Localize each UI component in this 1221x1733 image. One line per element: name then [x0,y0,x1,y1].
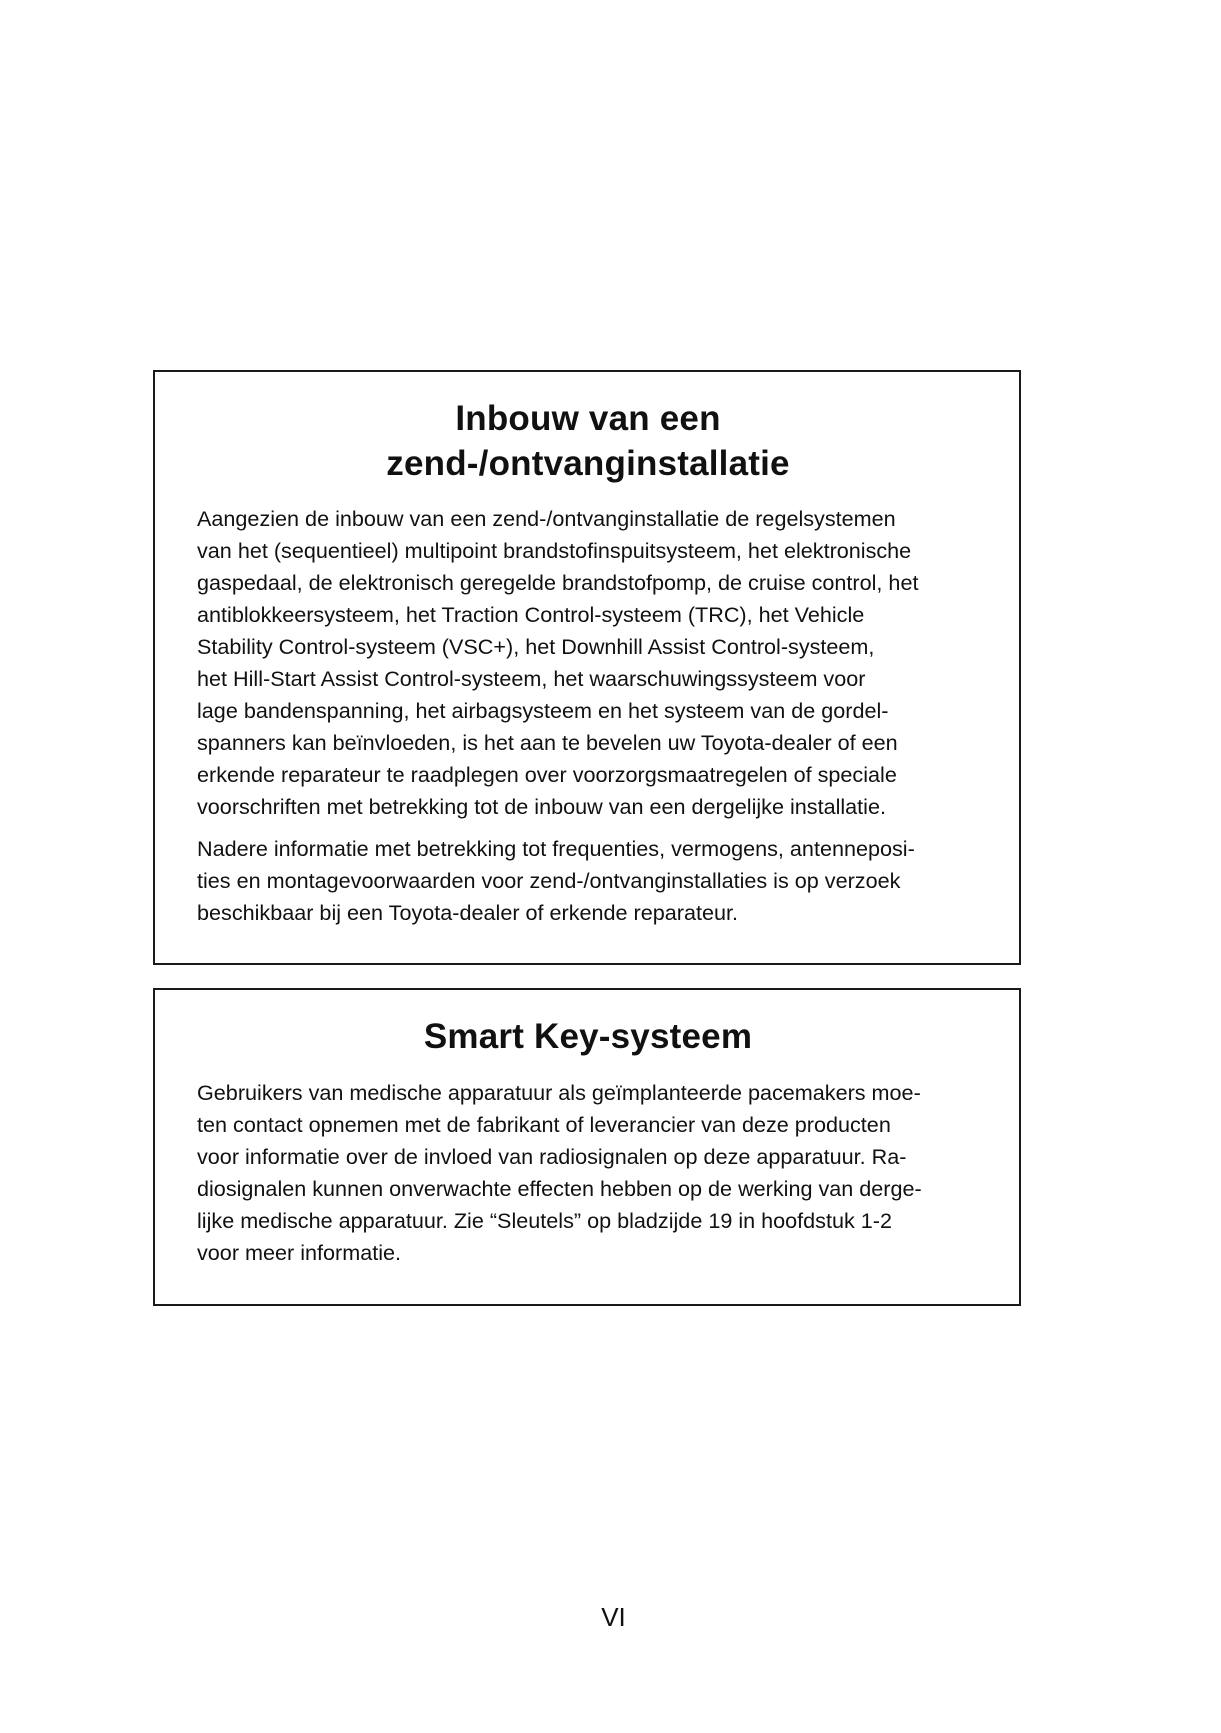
text-line: voor meer informatie. [197,1240,402,1265]
title-line: Smart Key-systeem [423,1017,753,1056]
text-line: gaspedaal, de elektronisch geregelde brandstofpomp, de cruise control, het [197,570,919,595]
text-line: van het (sequentieel) multipoint brandstofinspuitsysteem, het elektronische [197,538,912,563]
text-line: ties en montagevoorwaarden voor zend-/ontvanginstallaties is op verzoek [197,868,901,893]
text-line: Gebruikers van medische apparatuur als geïmplanteerde pacemakers moe- [197,1080,921,1105]
text-line: het Hill-Start Assist Control-systeem, het waarschuwingssysteem voor [197,666,866,691]
section-title-radio-installation [197,396,979,486]
title-line: Inbouw van een [455,399,721,438]
text-line: voorschriften met betrekking tot de inbouw van een dergelijke installatie. [197,794,886,819]
title-line: zend-/ontvanginstallatie [386,444,790,483]
section-box-radio-installation [153,370,1021,965]
text-line: lijke medische apparatuur. Zie “Sleutels” op bladzijde 19 in hoofdstuk 1-2 [197,1208,892,1233]
section-title-smart-key [197,1014,979,1059]
paragraph-radio-installation-warning [197,503,979,823]
text-line: diosignalen kunnen onverwachte effecten hebben op de werking van derge- [197,1176,922,1201]
text-line: spanners kan beïnvloeden, is het aan te bevelen uw Toyota-dealer of een [197,730,898,755]
text-line: voor informatie over de invloed van radiosignalen op deze apparatuur. Ra- [197,1144,907,1169]
text-line: Nadere informatie met betrekking tot frequenties, vermogens, antenneposi- [197,836,915,861]
paragraph-radio-installation-info [197,833,979,929]
page-number: VI [601,1602,626,1632]
text-line: erkende reparateur te raadplegen over voorzorgsmaatregelen of speciale [197,762,897,787]
text-line: lage bandenspanning, het airbagsysteem en het systeem van de gordel- [197,698,889,723]
text-line: ten contact opnemen met de fabrikant of leverancier van deze producten [197,1112,891,1137]
paragraph-smart-key-warning [197,1077,979,1269]
text-line: antiblokkeersysteem, het Traction Control-systeem (TRC), het Vehicle [197,602,865,627]
text-line: beschikbaar bij een Toyota-dealer of erkende reparateur. [197,900,738,925]
text-line: Stability Control-systeem (VSC+), het Downhill Assist Control-systeem, [197,634,875,659]
section-box-smart-key [153,988,1021,1306]
text-line: Aangezien de inbouw van een zend-/ontvanginstallatie de regelsystemen [197,506,896,531]
